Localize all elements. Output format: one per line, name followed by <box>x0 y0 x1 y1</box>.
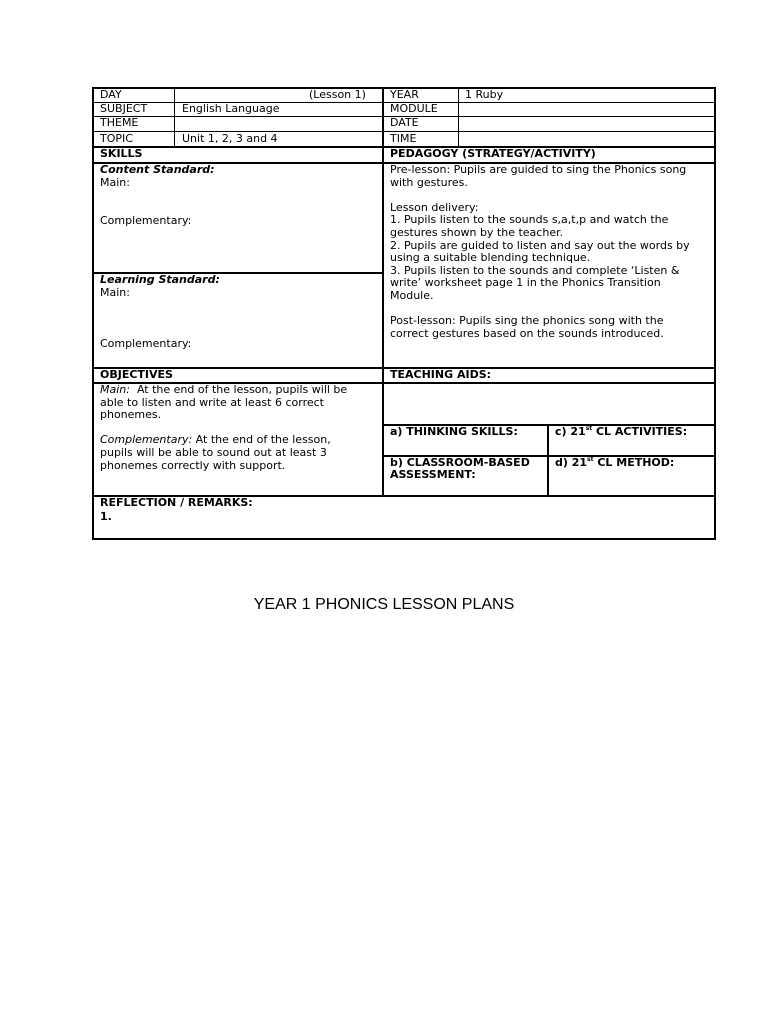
content-standard-heading: Content Standard: <box>100 163 215 176</box>
cl-method-suffix: CL METHOD: <box>593 456 675 469</box>
delivery-heading: Lesson delivery: <box>390 200 479 214</box>
objective-main-label: Main: <box>100 383 130 396</box>
delivery-line: write’ worksheet page 1 in the Phonics Transition <box>390 276 661 290</box>
skills-heading: SKILLS <box>100 147 143 160</box>
objective-main-line: able to listen and write at least 6 correct <box>100 395 324 409</box>
objective-comp-line: phonemes correctly with support. <box>100 458 286 472</box>
lesson-number: (Lesson 1) <box>309 88 366 101</box>
subject-value: English Language <box>182 102 280 115</box>
page-caption: YEAR 1 PHONICS LESSON PLANS <box>253 596 515 613</box>
divider <box>458 89 459 147</box>
delivery-line: using a suitable blending technique. <box>390 251 591 265</box>
assessment-heading-line2: ASSESSMENT: <box>390 468 476 481</box>
cl-activities-suffix: CL ACTIVITIES: <box>592 425 688 438</box>
topic-value: Unit 1, 2, 3 and 4 <box>182 132 278 145</box>
objectives-heading: OBJECTIVES <box>100 368 173 381</box>
thinking-skills-heading: a) THINKING SKILLS: <box>390 425 518 438</box>
learning-standard-heading: Learning Standard: <box>100 273 220 286</box>
cl-activities-sup: st <box>585 425 593 432</box>
delivery-line: 3. Pupils listen to the sounds and complete ‘Listen & <box>390 263 680 277</box>
time-label: TIME <box>390 132 417 145</box>
cl-activities-prefix: c) 21 <box>555 425 586 438</box>
learning-standard-complementary: Complementary: <box>100 337 192 350</box>
year-value: 1 Ruby <box>465 88 504 101</box>
pre-lesson-line: Pre-lesson: Pupils are guided to sing the Phonics song <box>390 163 687 176</box>
post-lesson-line: correct gestures based on the sounds introduced. <box>390 326 664 340</box>
objective-main-text: At the end of the lesson, pupils will be <box>129 383 348 396</box>
pedagogy-content <box>390 164 690 340</box>
theme-label: THEME <box>100 116 139 129</box>
delivery-line: 2. Pupils are guided to listen and say out the words by <box>390 238 690 252</box>
reflection-heading: REFLECTION / REMARKS: <box>100 496 253 509</box>
date-label: DATE <box>390 116 419 129</box>
cl-method-heading <box>555 457 674 470</box>
cl-activities-heading <box>555 426 687 439</box>
assessment-heading-line1: b) CLASSROOM-BASED <box>390 456 530 469</box>
reflection-item: 1. <box>100 510 112 523</box>
cl-method-prefix: d) 21 <box>555 456 588 469</box>
divider <box>382 89 384 496</box>
objective-main-line: phonemes. <box>100 408 162 422</box>
content-standard-main: Main: <box>100 176 130 189</box>
learning-standard-main: Main: <box>100 286 130 299</box>
objective-main-line <box>100 384 347 397</box>
pedagogy-heading: PEDAGOGY (STRATEGY/ACTIVITY) <box>390 147 596 160</box>
subject-label: SUBJECT <box>100 102 148 115</box>
divider <box>547 425 549 496</box>
delivery-line: 1. Pupils listen to the sounds s,a,t,p and watch the <box>390 213 669 227</box>
pre-lesson-line: with gestures. <box>390 175 468 189</box>
day-label: DAY <box>100 88 122 101</box>
objective-comp-line: pupils will be able to sound out at least 3 <box>100 445 327 459</box>
post-lesson-line: Post-lesson: Pupils sing the phonics song with the <box>390 314 664 328</box>
module-label: MODULE <box>390 102 438 115</box>
objectives-content <box>100 384 347 472</box>
topic-label: TOPIC <box>100 132 133 145</box>
delivery-line: gestures shown by the teacher. <box>390 225 564 239</box>
year-label: YEAR <box>390 88 419 101</box>
content-standard-complementary: Complementary: <box>100 214 192 227</box>
cl-method-sup: st <box>587 456 594 463</box>
delivery-line: Module. <box>390 288 434 302</box>
objective-comp-label: Complementary: <box>100 433 193 447</box>
blank-line <box>390 189 690 202</box>
teaching-aids-heading: TEACHING AIDS: <box>390 368 492 381</box>
divider <box>174 89 175 147</box>
objective-comp-text: At the end of the lesson, <box>192 433 331 447</box>
